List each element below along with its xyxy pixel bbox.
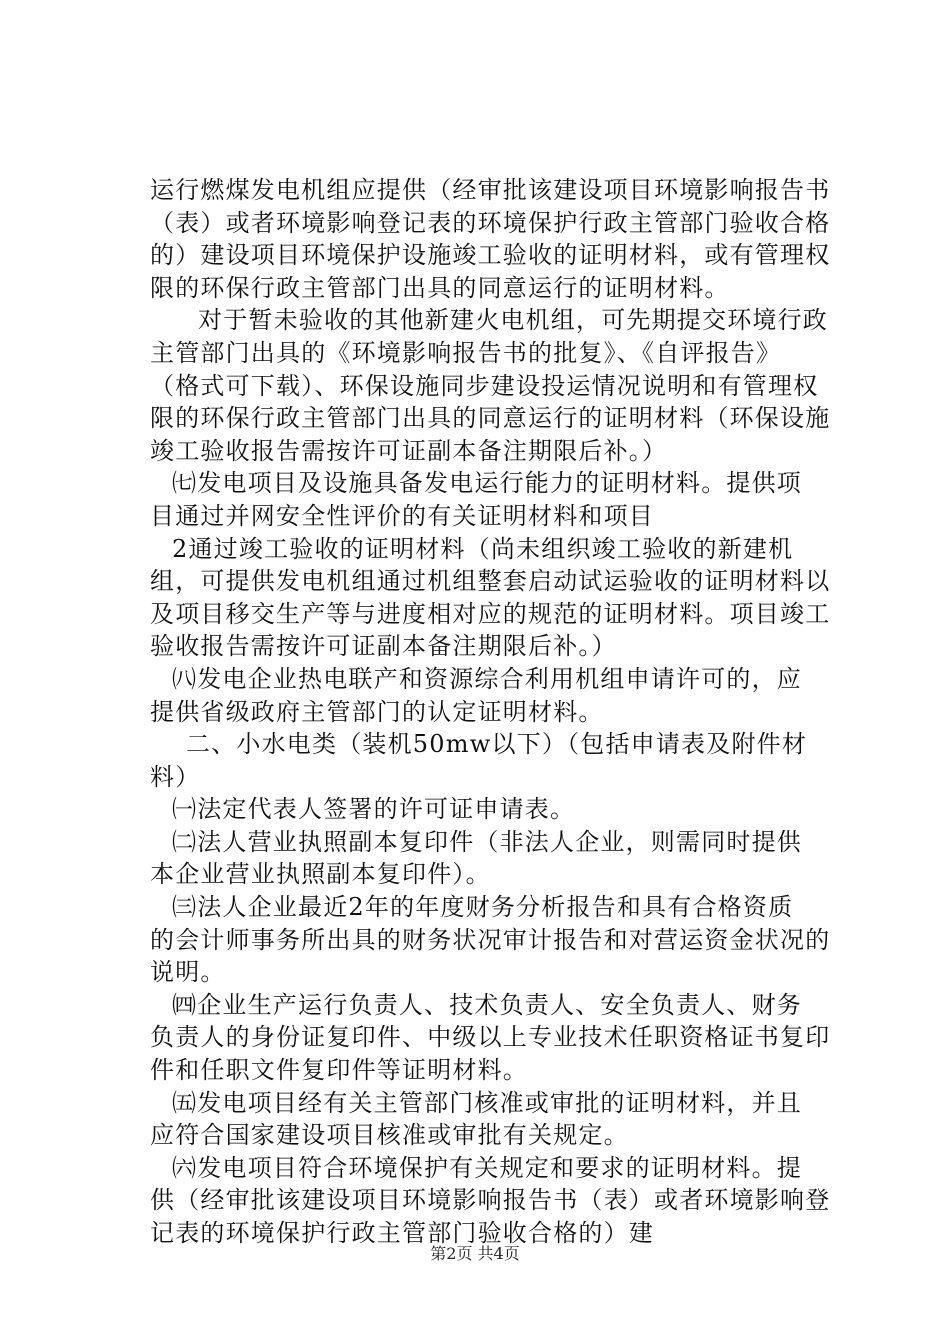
paragraph-line: 主管部门出具的《环境影响报告书的批复》、《自评报告》 [150, 338, 782, 367]
paragraph-line: 的）建设项目环境保护设施竣工验收的证明材料，或有管理权 [150, 241, 831, 270]
paragraph-line: 对于暂未验收的其他新建火电机组，可先期提交环境行政 [198, 306, 828, 335]
paragraph-line: 组，可提供发电机组通过机组整套启动试运验收的证明材料以 [150, 567, 831, 596]
paragraph-line: 负责人的身份证复印件、中级以上专业技术任职资格证书复印 [150, 1023, 831, 1052]
paragraph-line: ㈢法人企业最近2年的年度财务分析报告和具有合格资质 [172, 893, 794, 922]
paragraph-line: ㈣企业生产运行负责人、技术负责人、安全负责人、财务 [172, 990, 802, 1019]
page-footer: 第2页 共4页 [430, 1244, 520, 1263]
paragraph-line: 说明。 [150, 958, 226, 987]
section-heading: 二、小水电类（装机50mw以下）（包括申请表及附件材 [186, 730, 808, 759]
paragraph-line: 供（经审批该建设项目环境影响报告书（表）或者环境影响登 [150, 1186, 831, 1215]
paragraph-line: 2通过竣工验收的证明材料（尚未组织竣工验收的新建机 [172, 534, 794, 563]
paragraph-line: 应符合国家建设项目核准或审批有关规定。 [150, 1121, 629, 1150]
paragraph-line: ㈥发电项目符合环境保护有关规定和要求的证明材料。提 [172, 1153, 802, 1182]
document-body [150, 174, 831, 1250]
paragraph-line: 验收报告需按许可证副本备注期限后补。） [150, 632, 617, 661]
paragraph-line: 目通过并网安全性评价的有关证明材料和项目 [150, 501, 654, 530]
paragraph-line: ㈤发电项目经有关主管部门核准或审批的证明材料，并且 [172, 1088, 802, 1117]
paragraph-line: ㈧发电企业热电联产和资源综合利用机组申请许可的，应 [172, 664, 802, 693]
paragraph-line: 料） [150, 762, 201, 791]
paragraph-line: 的会计师事务所出具的财务状况审计报告和对营运资金状况的 [150, 925, 831, 954]
paragraph-line: 本企业营业执照副本复印件）。 [150, 860, 491, 889]
paragraph-line: 运行燃煤发电机组应提供（经审批该建设项目环境影响报告书 [150, 176, 831, 204]
paragraph-line: ㈠法定代表人签署的许可证申请表。 [172, 795, 576, 824]
paragraph-line: 提供省级政府主管部门的认定证明材料。 [150, 697, 604, 726]
paragraph-line: 限的环保行政主管部门出具的同意运行的证明材料（环保设施 [150, 404, 831, 433]
paragraph-line: 件和任职文件复印件等证明材料。 [150, 1056, 528, 1085]
paragraph-line: （表）或者环境影响登记表的环境保护行政主管部门验收合格 [150, 208, 831, 237]
paragraph-line: 及项目移交生产等与进度相对应的规范的证明材料。项目竣工 [150, 599, 831, 628]
paragraph-line: ㈦发电项目及设施具备发电运行能力的证明材料。提供项 [172, 469, 802, 498]
paragraph-line: 限的环保行政主管部门出具的同意运行的证明材料。 [150, 273, 730, 302]
paragraph-line: （格式可下载）、环保设施同步建设投运情况说明和有管理权 [150, 371, 819, 400]
paragraph-line: 记表的环境保护行政主管部门验收合格的）建 [150, 1219, 654, 1247]
paragraph-line: 竣工验收报告需按许可证副本备注期限后补。） [150, 436, 668, 465]
paragraph-line: ㈡法人营业执照副本复印件（非法人企业，则需同时提供 [172, 827, 802, 856]
